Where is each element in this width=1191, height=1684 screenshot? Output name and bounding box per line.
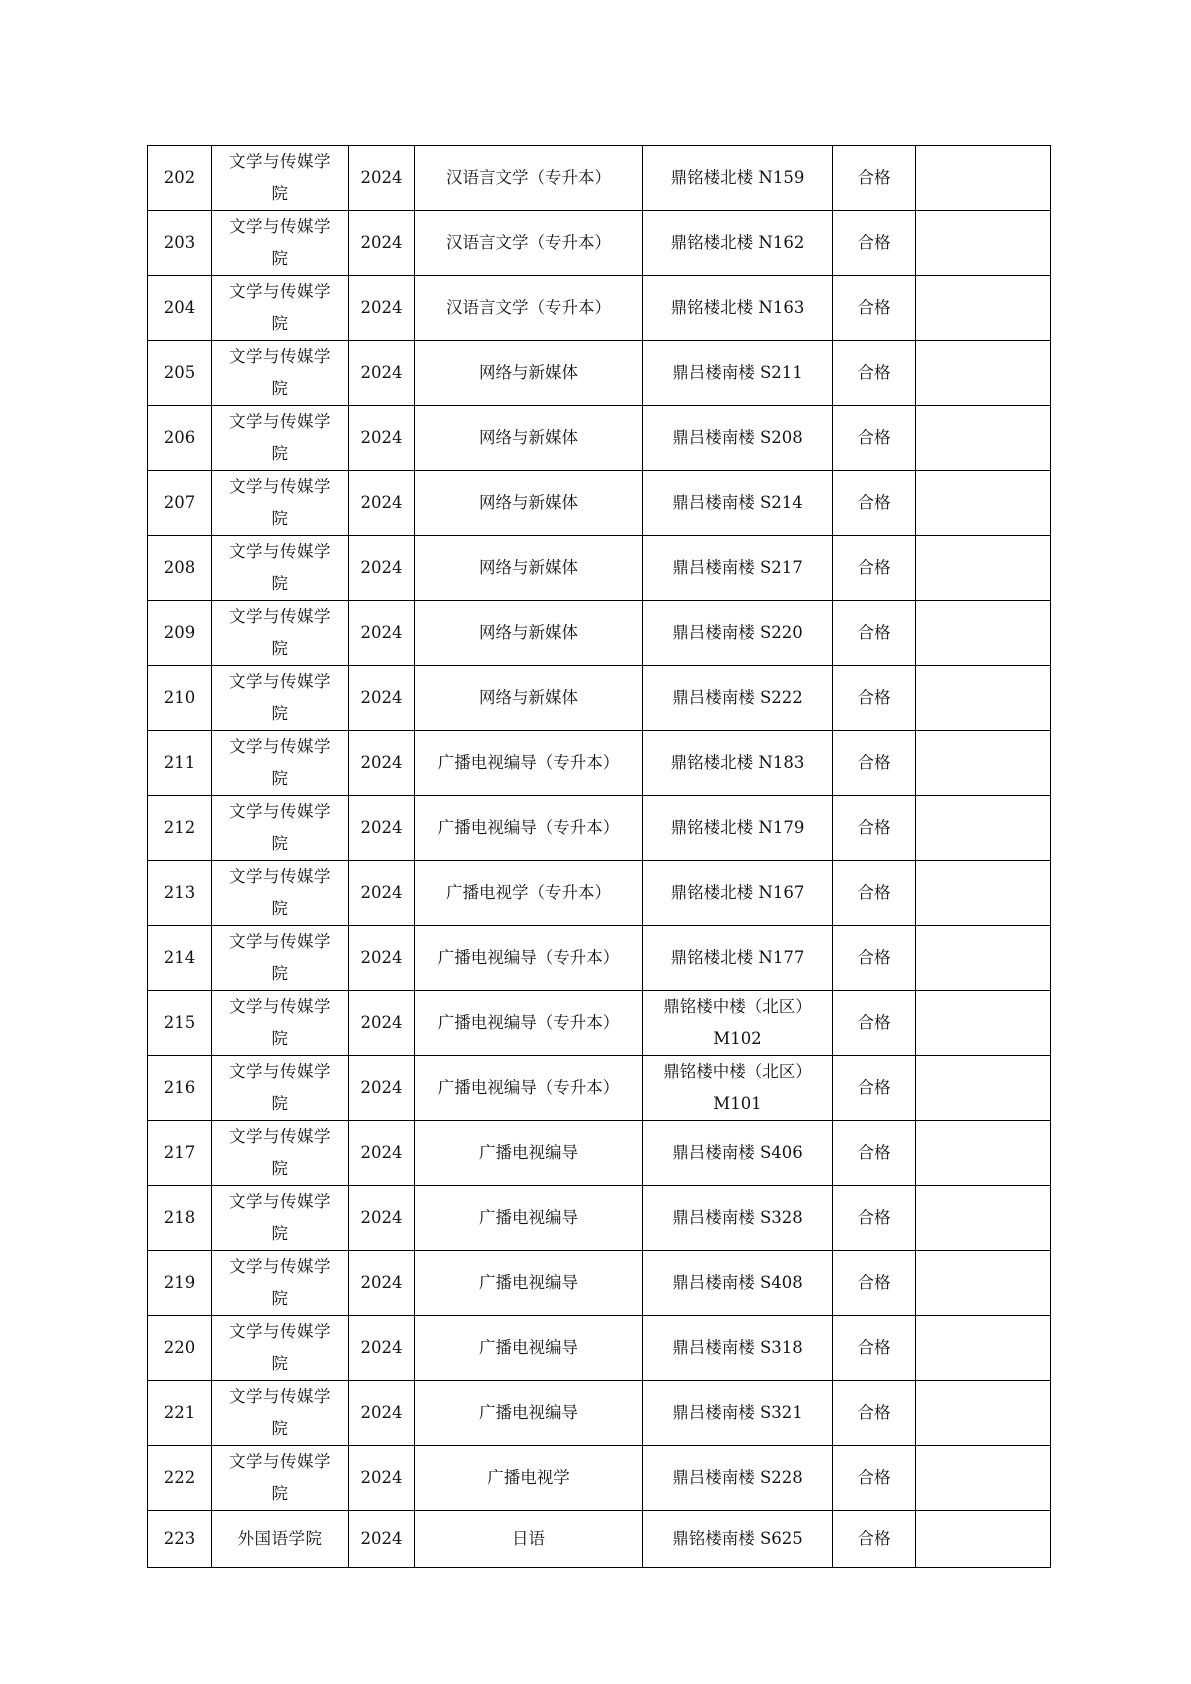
- year-cell: 2024: [349, 1186, 415, 1251]
- major-cell: 广播电视编导: [415, 1121, 643, 1186]
- year-cell: 2024: [349, 861, 415, 926]
- classroom-text: 鼎吕楼南楼 S214: [672, 493, 803, 512]
- major-cell: 网络与新媒体: [415, 536, 643, 601]
- major-cell: 网络与新媒体: [415, 406, 643, 471]
- row-number-cell: 204: [148, 276, 212, 341]
- row-number-cell: 215: [148, 991, 212, 1056]
- college-cell: [212, 341, 349, 406]
- major-cell: 广播电视编导: [415, 1381, 643, 1446]
- note-cell: [916, 926, 1051, 991]
- major-cell: 广播电视编导（专升本）: [415, 731, 643, 796]
- table-row: [148, 731, 1051, 796]
- note-cell: [916, 601, 1051, 666]
- classroom-cell: [643, 796, 833, 861]
- year-cell: 2024: [349, 991, 415, 1056]
- college-cell: [212, 406, 349, 471]
- major-cell: 网络与新媒体: [415, 666, 643, 731]
- classroom-text: 鼎铭楼北楼 N183: [670, 753, 805, 772]
- row-number-cell: 203: [148, 211, 212, 276]
- year-cell: 2024: [349, 1121, 415, 1186]
- classroom-text: 鼎吕楼南楼 S217: [672, 558, 803, 577]
- classroom-text: 鼎吕楼南楼 S406: [672, 1143, 803, 1162]
- result-cell: 合格: [833, 926, 916, 991]
- classroom-cell: [643, 1511, 833, 1568]
- classroom-text: 鼎铭楼南楼 S625: [672, 1529, 803, 1548]
- college-cell: [212, 1446, 349, 1511]
- row-number-cell: 223: [148, 1511, 212, 1568]
- classroom-text: 鼎铭楼中楼（北区）M101: [663, 1062, 812, 1113]
- note-cell: [916, 1381, 1051, 1446]
- major-cell: 网络与新媒体: [415, 341, 643, 406]
- major-cell: 汉语言文学（专升本）: [415, 146, 643, 211]
- note-cell: [916, 1446, 1051, 1511]
- inspection-results-table: [147, 145, 1051, 1568]
- row-number-cell: 210: [148, 666, 212, 731]
- major-cell: 网络与新媒体: [415, 471, 643, 536]
- year-cell: 2024: [349, 731, 415, 796]
- classroom-cell: [643, 861, 833, 926]
- note-cell: [916, 1121, 1051, 1186]
- table-row: [148, 1446, 1051, 1511]
- college-text: 文学与传媒学院: [228, 1387, 331, 1438]
- college-text: 文学与传媒学院: [228, 477, 331, 528]
- major-cell: 广播电视编导（专升本）: [415, 796, 643, 861]
- result-cell: 合格: [833, 861, 916, 926]
- college-text: 文学与传媒学院: [228, 932, 331, 983]
- note-cell: [916, 1056, 1051, 1121]
- major-cell: 广播电视编导: [415, 1186, 643, 1251]
- classroom-cell: [643, 926, 833, 991]
- row-number-cell: 212: [148, 796, 212, 861]
- result-cell: 合格: [833, 211, 916, 276]
- result-cell: 合格: [833, 1381, 916, 1446]
- year-cell: 2024: [349, 146, 415, 211]
- classroom-text: 鼎铭楼北楼 N159: [670, 168, 805, 187]
- major-cell: 汉语言文学（专升本）: [415, 276, 643, 341]
- classroom-cell: [643, 146, 833, 211]
- year-cell: 2024: [349, 1056, 415, 1121]
- year-cell: 2024: [349, 1446, 415, 1511]
- year-cell: 2024: [349, 666, 415, 731]
- classroom-text: 鼎吕楼南楼 S220: [672, 623, 803, 642]
- classroom-text: 鼎铭楼北楼 N163: [670, 298, 805, 317]
- college-text: 文学与传媒学院: [228, 1062, 331, 1113]
- classroom-text: 鼎吕楼南楼 S408: [672, 1273, 803, 1292]
- college-cell: [212, 1186, 349, 1251]
- classroom-cell: [643, 731, 833, 796]
- result-cell: 合格: [833, 406, 916, 471]
- major-cell: 广播电视学: [415, 1446, 643, 1511]
- classroom-cell: [643, 276, 833, 341]
- result-cell: 合格: [833, 731, 916, 796]
- classroom-cell: [643, 1186, 833, 1251]
- college-cell: [212, 991, 349, 1056]
- row-number-cell: 216: [148, 1056, 212, 1121]
- note-cell: [916, 1511, 1051, 1568]
- college-cell: [212, 731, 349, 796]
- table-row: [148, 211, 1051, 276]
- major-cell: 广播电视编导（专升本）: [415, 1056, 643, 1121]
- result-cell: 合格: [833, 601, 916, 666]
- note-cell: [916, 341, 1051, 406]
- college-text: 文学与传媒学院: [228, 1127, 331, 1178]
- table-row: [148, 406, 1051, 471]
- table-row: [148, 796, 1051, 861]
- college-text: 文学与传媒学院: [228, 217, 331, 268]
- classroom-cell: [643, 471, 833, 536]
- college-cell: [212, 666, 349, 731]
- classroom-cell: [643, 1381, 833, 1446]
- year-cell: 2024: [349, 601, 415, 666]
- result-cell: 合格: [833, 276, 916, 341]
- row-number-cell: 213: [148, 861, 212, 926]
- major-cell: 广播电视编导: [415, 1316, 643, 1381]
- year-cell: 2024: [349, 406, 415, 471]
- result-cell: 合格: [833, 1446, 916, 1511]
- classroom-text: 鼎吕楼南楼 S228: [672, 1468, 803, 1487]
- result-cell: 合格: [833, 1121, 916, 1186]
- note-cell: [916, 1251, 1051, 1316]
- year-cell: 2024: [349, 471, 415, 536]
- college-text: 文学与传媒学院: [228, 867, 331, 918]
- table-row: [148, 341, 1051, 406]
- result-cell: 合格: [833, 471, 916, 536]
- classroom-text: 鼎吕楼南楼 S222: [672, 688, 803, 707]
- college-cell: [212, 926, 349, 991]
- college-cell: [212, 796, 349, 861]
- college-cell: [212, 146, 349, 211]
- table-row: [148, 601, 1051, 666]
- note-cell: [916, 1186, 1051, 1251]
- classroom-cell: [643, 1446, 833, 1511]
- college-cell: [212, 601, 349, 666]
- college-text: 文学与传媒学院: [228, 412, 331, 463]
- result-cell: 合格: [833, 536, 916, 601]
- major-cell: 广播电视编导: [415, 1251, 643, 1316]
- year-cell: 2024: [349, 1251, 415, 1316]
- note-cell: [916, 146, 1051, 211]
- college-text: 文学与传媒学院: [228, 1192, 331, 1243]
- table-row: [148, 276, 1051, 341]
- college-cell: [212, 1251, 349, 1316]
- college-cell: [212, 276, 349, 341]
- college-cell: [212, 1121, 349, 1186]
- college-text: 文学与传媒学院: [228, 152, 331, 203]
- note-cell: [916, 536, 1051, 601]
- result-cell: 合格: [833, 1316, 916, 1381]
- classroom-cell: [643, 1056, 833, 1121]
- college-cell: [212, 861, 349, 926]
- row-number-cell: 207: [148, 471, 212, 536]
- year-cell: 2024: [349, 536, 415, 601]
- result-cell: 合格: [833, 1511, 916, 1568]
- result-cell: 合格: [833, 1186, 916, 1251]
- major-cell: 网络与新媒体: [415, 601, 643, 666]
- college-text: 文学与传媒学院: [228, 802, 331, 853]
- year-cell: 2024: [349, 796, 415, 861]
- college-text: 文学与传媒学院: [228, 1452, 331, 1503]
- note-cell: [916, 731, 1051, 796]
- year-cell: 2024: [349, 1381, 415, 1446]
- classroom-cell: [643, 1316, 833, 1381]
- year-cell: 2024: [349, 1316, 415, 1381]
- row-number-cell: 206: [148, 406, 212, 471]
- year-cell: 2024: [349, 926, 415, 991]
- table-row: [148, 991, 1051, 1056]
- row-number-cell: 222: [148, 1446, 212, 1511]
- classroom-cell: [643, 1251, 833, 1316]
- classroom-cell: [643, 211, 833, 276]
- college-text: 文学与传媒学院: [228, 282, 331, 333]
- table-row: [148, 1251, 1051, 1316]
- year-cell: 2024: [349, 341, 415, 406]
- result-cell: 合格: [833, 341, 916, 406]
- major-cell: 广播电视学（专升本）: [415, 861, 643, 926]
- year-cell: 2024: [349, 276, 415, 341]
- college-cell: [212, 1511, 349, 1568]
- classroom-cell: [643, 991, 833, 1056]
- note-cell: [916, 211, 1051, 276]
- table-body: [148, 146, 1051, 1568]
- table-row: [148, 666, 1051, 731]
- classroom-text: 鼎吕楼南楼 S318: [672, 1338, 803, 1357]
- classroom-text: 鼎吕楼南楼 S208: [672, 428, 803, 447]
- classroom-cell: [643, 666, 833, 731]
- row-number-cell: 221: [148, 1381, 212, 1446]
- college-cell: [212, 1316, 349, 1381]
- result-cell: 合格: [833, 991, 916, 1056]
- note-cell: [916, 1316, 1051, 1381]
- college-text: 文学与传媒学院: [228, 997, 331, 1048]
- table-row: [148, 861, 1051, 926]
- classroom-text: 鼎铭楼北楼 N177: [670, 948, 805, 967]
- result-cell: 合格: [833, 1056, 916, 1121]
- college-cell: [212, 1056, 349, 1121]
- note-cell: [916, 991, 1051, 1056]
- classroom-text: 鼎铭楼北楼 N179: [670, 818, 805, 837]
- row-number-cell: 208: [148, 536, 212, 601]
- note-cell: [916, 666, 1051, 731]
- row-number-cell: 217: [148, 1121, 212, 1186]
- major-cell: 汉语言文学（专升本）: [415, 211, 643, 276]
- row-number-cell: 205: [148, 341, 212, 406]
- table-row: [148, 1381, 1051, 1446]
- college-text: 文学与传媒学院: [228, 737, 331, 788]
- table-row: [148, 1316, 1051, 1381]
- classroom-text: 鼎铭楼中楼（北区）M102: [663, 997, 812, 1048]
- classroom-cell: [643, 536, 833, 601]
- major-cell: 日语: [415, 1511, 643, 1568]
- note-cell: [916, 471, 1051, 536]
- classroom-text: 鼎铭楼北楼 N162: [670, 233, 805, 252]
- row-number-cell: 214: [148, 926, 212, 991]
- result-cell: 合格: [833, 1251, 916, 1316]
- note-cell: [916, 861, 1051, 926]
- classroom-text: 鼎吕楼南楼 S321: [672, 1403, 803, 1422]
- classroom-text: 鼎吕楼南楼 S328: [672, 1208, 803, 1227]
- table-row: [148, 471, 1051, 536]
- college-cell: [212, 471, 349, 536]
- classroom-text: 鼎吕楼南楼 S211: [672, 363, 803, 382]
- classroom-text: 鼎铭楼北楼 N167: [670, 883, 805, 902]
- college-cell: [212, 211, 349, 276]
- college-text: 文学与传媒学院: [228, 672, 331, 723]
- row-number-cell: 220: [148, 1316, 212, 1381]
- major-cell: 广播电视编导（专升本）: [415, 926, 643, 991]
- row-number-cell: 219: [148, 1251, 212, 1316]
- college-text: 外国语学院: [237, 1529, 323, 1548]
- classroom-cell: [643, 1121, 833, 1186]
- table-row: [148, 146, 1051, 211]
- college-cell: [212, 536, 349, 601]
- year-cell: 2024: [349, 1511, 415, 1568]
- table-row: [148, 1186, 1051, 1251]
- classroom-cell: [643, 601, 833, 666]
- result-cell: 合格: [833, 796, 916, 861]
- table-row: [148, 926, 1051, 991]
- major-cell: 广播电视编导（专升本）: [415, 991, 643, 1056]
- year-cell: 2024: [349, 211, 415, 276]
- college-text: 文学与传媒学院: [228, 607, 331, 658]
- result-cell: 合格: [833, 146, 916, 211]
- table-row: [148, 1121, 1051, 1186]
- note-cell: [916, 406, 1051, 471]
- table-row: [148, 1511, 1051, 1568]
- classroom-cell: [643, 341, 833, 406]
- note-cell: [916, 276, 1051, 341]
- college-text: 文学与传媒学院: [228, 1257, 331, 1308]
- college-text: 文学与传媒学院: [228, 347, 331, 398]
- row-number-cell: 211: [148, 731, 212, 796]
- note-cell: [916, 796, 1051, 861]
- row-number-cell: 209: [148, 601, 212, 666]
- row-number-cell: 202: [148, 146, 212, 211]
- row-number-cell: 218: [148, 1186, 212, 1251]
- college-cell: [212, 1381, 349, 1446]
- college-text: 文学与传媒学院: [228, 1322, 331, 1373]
- classroom-cell: [643, 406, 833, 471]
- table-row: [148, 536, 1051, 601]
- table-row: [148, 1056, 1051, 1121]
- result-cell: 合格: [833, 666, 916, 731]
- college-text: 文学与传媒学院: [228, 542, 331, 593]
